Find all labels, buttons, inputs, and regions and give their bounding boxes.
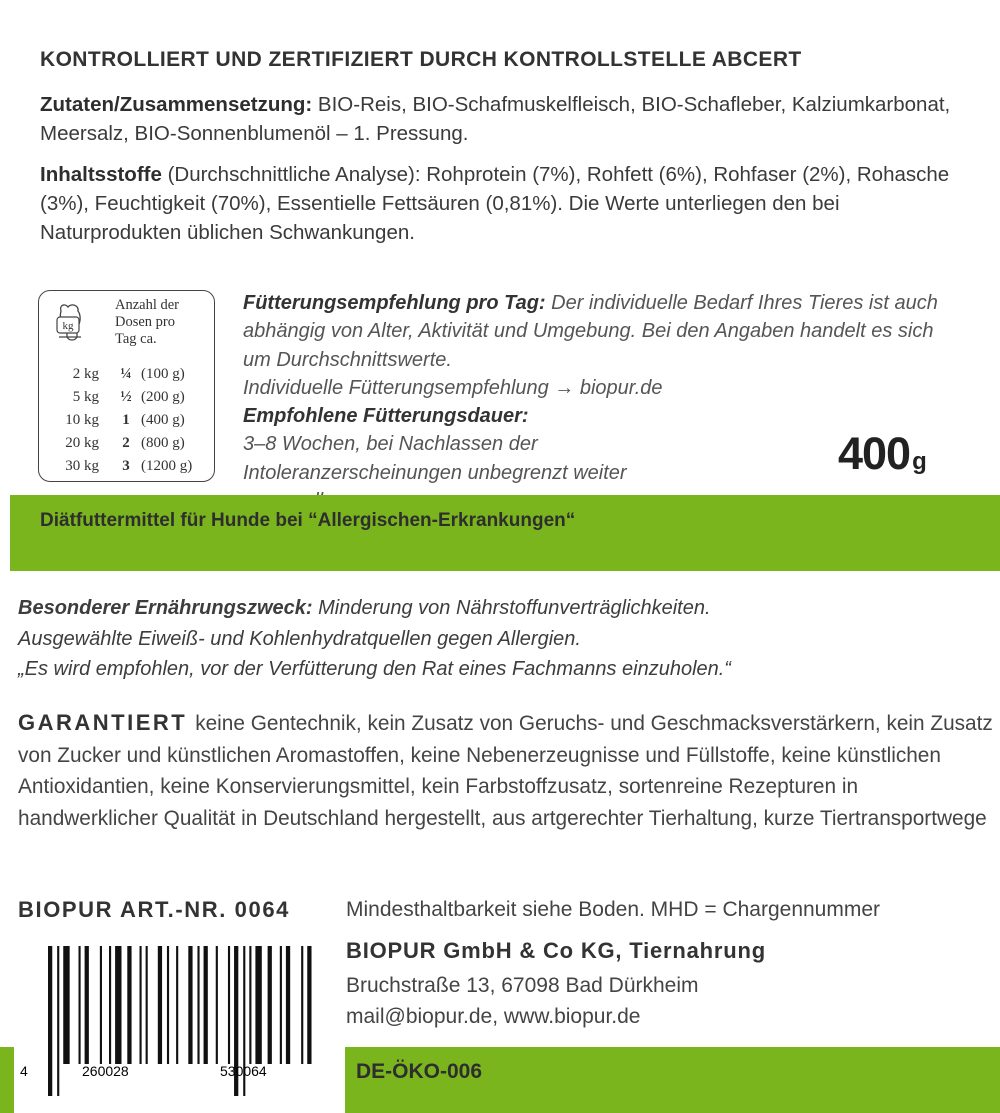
net-weight-unit: g	[912, 448, 926, 475]
guarantee-paragraph	[18, 707, 993, 834]
row-cans: 1	[122, 412, 130, 428]
row-cans: 3	[122, 458, 130, 474]
dog-scale-icon-text: kg	[62, 320, 74, 332]
feeding-rec-text: Der individuelle Bedarf Ihres Tieres ist auch abhängig von Alter, Aktivität und Umgebung. Bei den Angaben handelt es sich um Durchschnittswerte.	[243, 292, 938, 371]
purpose-line2: Ausgewählte Eiweiß- und Kohlenhydratquellen gegen Allergien.	[18, 627, 581, 650]
row-grams: (400 g)	[141, 412, 185, 428]
dog-scale-icon	[51, 299, 91, 347]
barcode-bar	[286, 946, 290, 1064]
eco-control-code: DE-ÖKO-006	[356, 1060, 483, 1083]
barcode-bar	[127, 946, 131, 1064]
header-line: Anzahl der	[115, 297, 180, 313]
row-cans: 2	[122, 435, 130, 451]
row-grams: (200 g)	[141, 389, 185, 405]
analysis-paragraph	[40, 160, 970, 247]
barcode-bar	[85, 946, 89, 1064]
bottom-green-stripe-left	[0, 1047, 14, 1113]
analysis-label: Inhaltsstoffe	[40, 163, 162, 186]
diet-banner	[10, 495, 1000, 571]
barcode-group-1: 260028	[82, 1063, 129, 1079]
row-weight: 20 kg	[65, 435, 99, 451]
analysis-text: (Durchschnittliche Analyse): Rohprotein (7%), Rohfett (6%), Rohfaser (2%), Rohasche (3%), Feuchtigkeit (70%), Essentielle Fettsäuren (0,81%). Die Werte unterliegen den bei Naturprodukten üblichen Schwankungen.	[40, 163, 950, 244]
feeding-rec-label: Fütterungsempfehlung pro Tag:	[243, 292, 546, 314]
barcode-bar	[307, 946, 311, 1064]
barcode-bar	[109, 946, 111, 1064]
feeding-table	[57, 363, 192, 478]
row-grams: (100 g)	[141, 366, 185, 382]
row-weight: 30 kg	[65, 458, 99, 474]
feeding-duration-text: 3–8 Wochen, bei Nachlassen der Intoleranzerscheinungen unbegrenzt weiter	[243, 433, 627, 484]
purpose-line3: „Es wird empfohlen, vor der Verfütterung den Rat eines Fachmanns einzuholen.“	[18, 658, 731, 680]
barcode-bar	[301, 946, 303, 1064]
barcode-bar	[216, 946, 218, 1064]
barcode-group-2: 530064	[220, 1063, 267, 1079]
company-name: BIOPUR GmbH & Co KG, Tiernahrung	[346, 938, 766, 963]
barcode-bar	[280, 946, 282, 1064]
header-line: Tag ca.	[115, 331, 157, 347]
net-weight-value: 400	[838, 428, 911, 479]
table-row	[57, 386, 192, 409]
ingredients-label: Zutaten/Zusammensetzung:	[40, 93, 313, 116]
barcode-bar	[63, 946, 69, 1064]
barcode-bar	[255, 946, 261, 1064]
barcode-bar	[228, 946, 230, 1064]
barcode-bar	[268, 946, 272, 1064]
barcode-bar	[115, 946, 121, 1064]
barcode-bar	[48, 946, 52, 1096]
feeding-recommendation	[243, 289, 963, 515]
barcode-bar	[249, 946, 251, 1064]
feeding-duration-label: Empfohlene Fütterungsdauer:	[243, 405, 529, 428]
company-address	[346, 970, 699, 1032]
barcode-bar	[188, 946, 192, 1064]
row-cans: ¼	[120, 366, 132, 382]
purpose-paragraph	[18, 593, 978, 685]
best-before-note: Mindesthaltbarkeit siehe Boden. MHD = Chargennummer	[346, 898, 881, 921]
barcode-bar	[140, 946, 142, 1064]
row-weight: 5 kg	[72, 389, 99, 405]
barcode-bar	[167, 946, 169, 1064]
row-cans: ½	[120, 389, 132, 405]
ingredients-text: BIO-Reis, BIO-Schafmuskelfleisch, BIO-Schafleber, Kalziumkarbonat, Meersalz, BIO-Sonnenblumenöl – 1. Pressung.	[40, 93, 951, 145]
certification-heading: KONTROLLIERT UND ZERTIFIZIERT DURCH KONTROLLSTELLE ABCERT	[40, 48, 802, 71]
barcode-bar	[204, 946, 208, 1064]
guarantee-text: keine Gentechnik, kein Zusatz von Geruchs- und Geschmacksverstärkern, kein Zusatz von Zucker und künstlichen Aromastoffen, keine Nebenerzeugnisse und Füllstoffe, keine künstlichen Antioxidantien, keine Konservierungsmittel, kein Farbstoffzusatz, sortenreine Rezepturen in handwerklicher Qualität in Deutschland hergestellt, aus artgerechter Tierhaltung, kurze Tiertransportwege	[18, 712, 993, 830]
company-street: Bruchstraße 13, 67098 Bad Dürkheim	[346, 974, 699, 997]
barcode-digit-1: 4	[20, 1063, 28, 1079]
header-line: Dosen pro	[115, 314, 176, 330]
company-contact: mail@biopur.de, www.biopur.de	[346, 1005, 641, 1028]
diet-banner-text: Diätfuttermittel für Hunde bei “Allergischen-Erkrankungen“	[40, 510, 576, 531]
barcode-bar	[146, 946, 148, 1064]
row-weight: 10 kg	[65, 412, 99, 428]
barcode-bar	[57, 946, 59, 1096]
purpose-line1: Minderung von Nährstoffunverträglichkeiten.	[318, 597, 711, 619]
net-weight	[838, 428, 926, 480]
table-row	[57, 432, 192, 455]
ingredients-paragraph	[40, 90, 970, 148]
row-grams: (1200 g)	[141, 458, 193, 474]
row-weight: 2 kg	[72, 366, 99, 382]
barcode	[20, 942, 325, 1112]
feeding-table-header	[115, 297, 179, 348]
barcode-bar	[197, 946, 199, 1064]
purpose-label: Besonderer Ernährungszweck:	[18, 597, 313, 619]
article-number: BIOPUR ART.-NR. 0064	[18, 897, 291, 922]
row-grams: (800 g)	[141, 435, 185, 451]
barcode-bar	[79, 946, 81, 1064]
table-row	[57, 363, 192, 386]
feeding-rec-link: Individuelle Fütterungsempfehlung → biopur.de	[243, 376, 663, 399]
barcode-bar	[158, 946, 162, 1064]
table-row	[57, 409, 192, 432]
barcode-bar	[176, 946, 178, 1064]
guarantee-title: GARANTIERT	[18, 710, 188, 735]
table-row	[57, 455, 192, 478]
feeding-table-box	[38, 290, 215, 482]
barcode-bar	[100, 946, 102, 1064]
